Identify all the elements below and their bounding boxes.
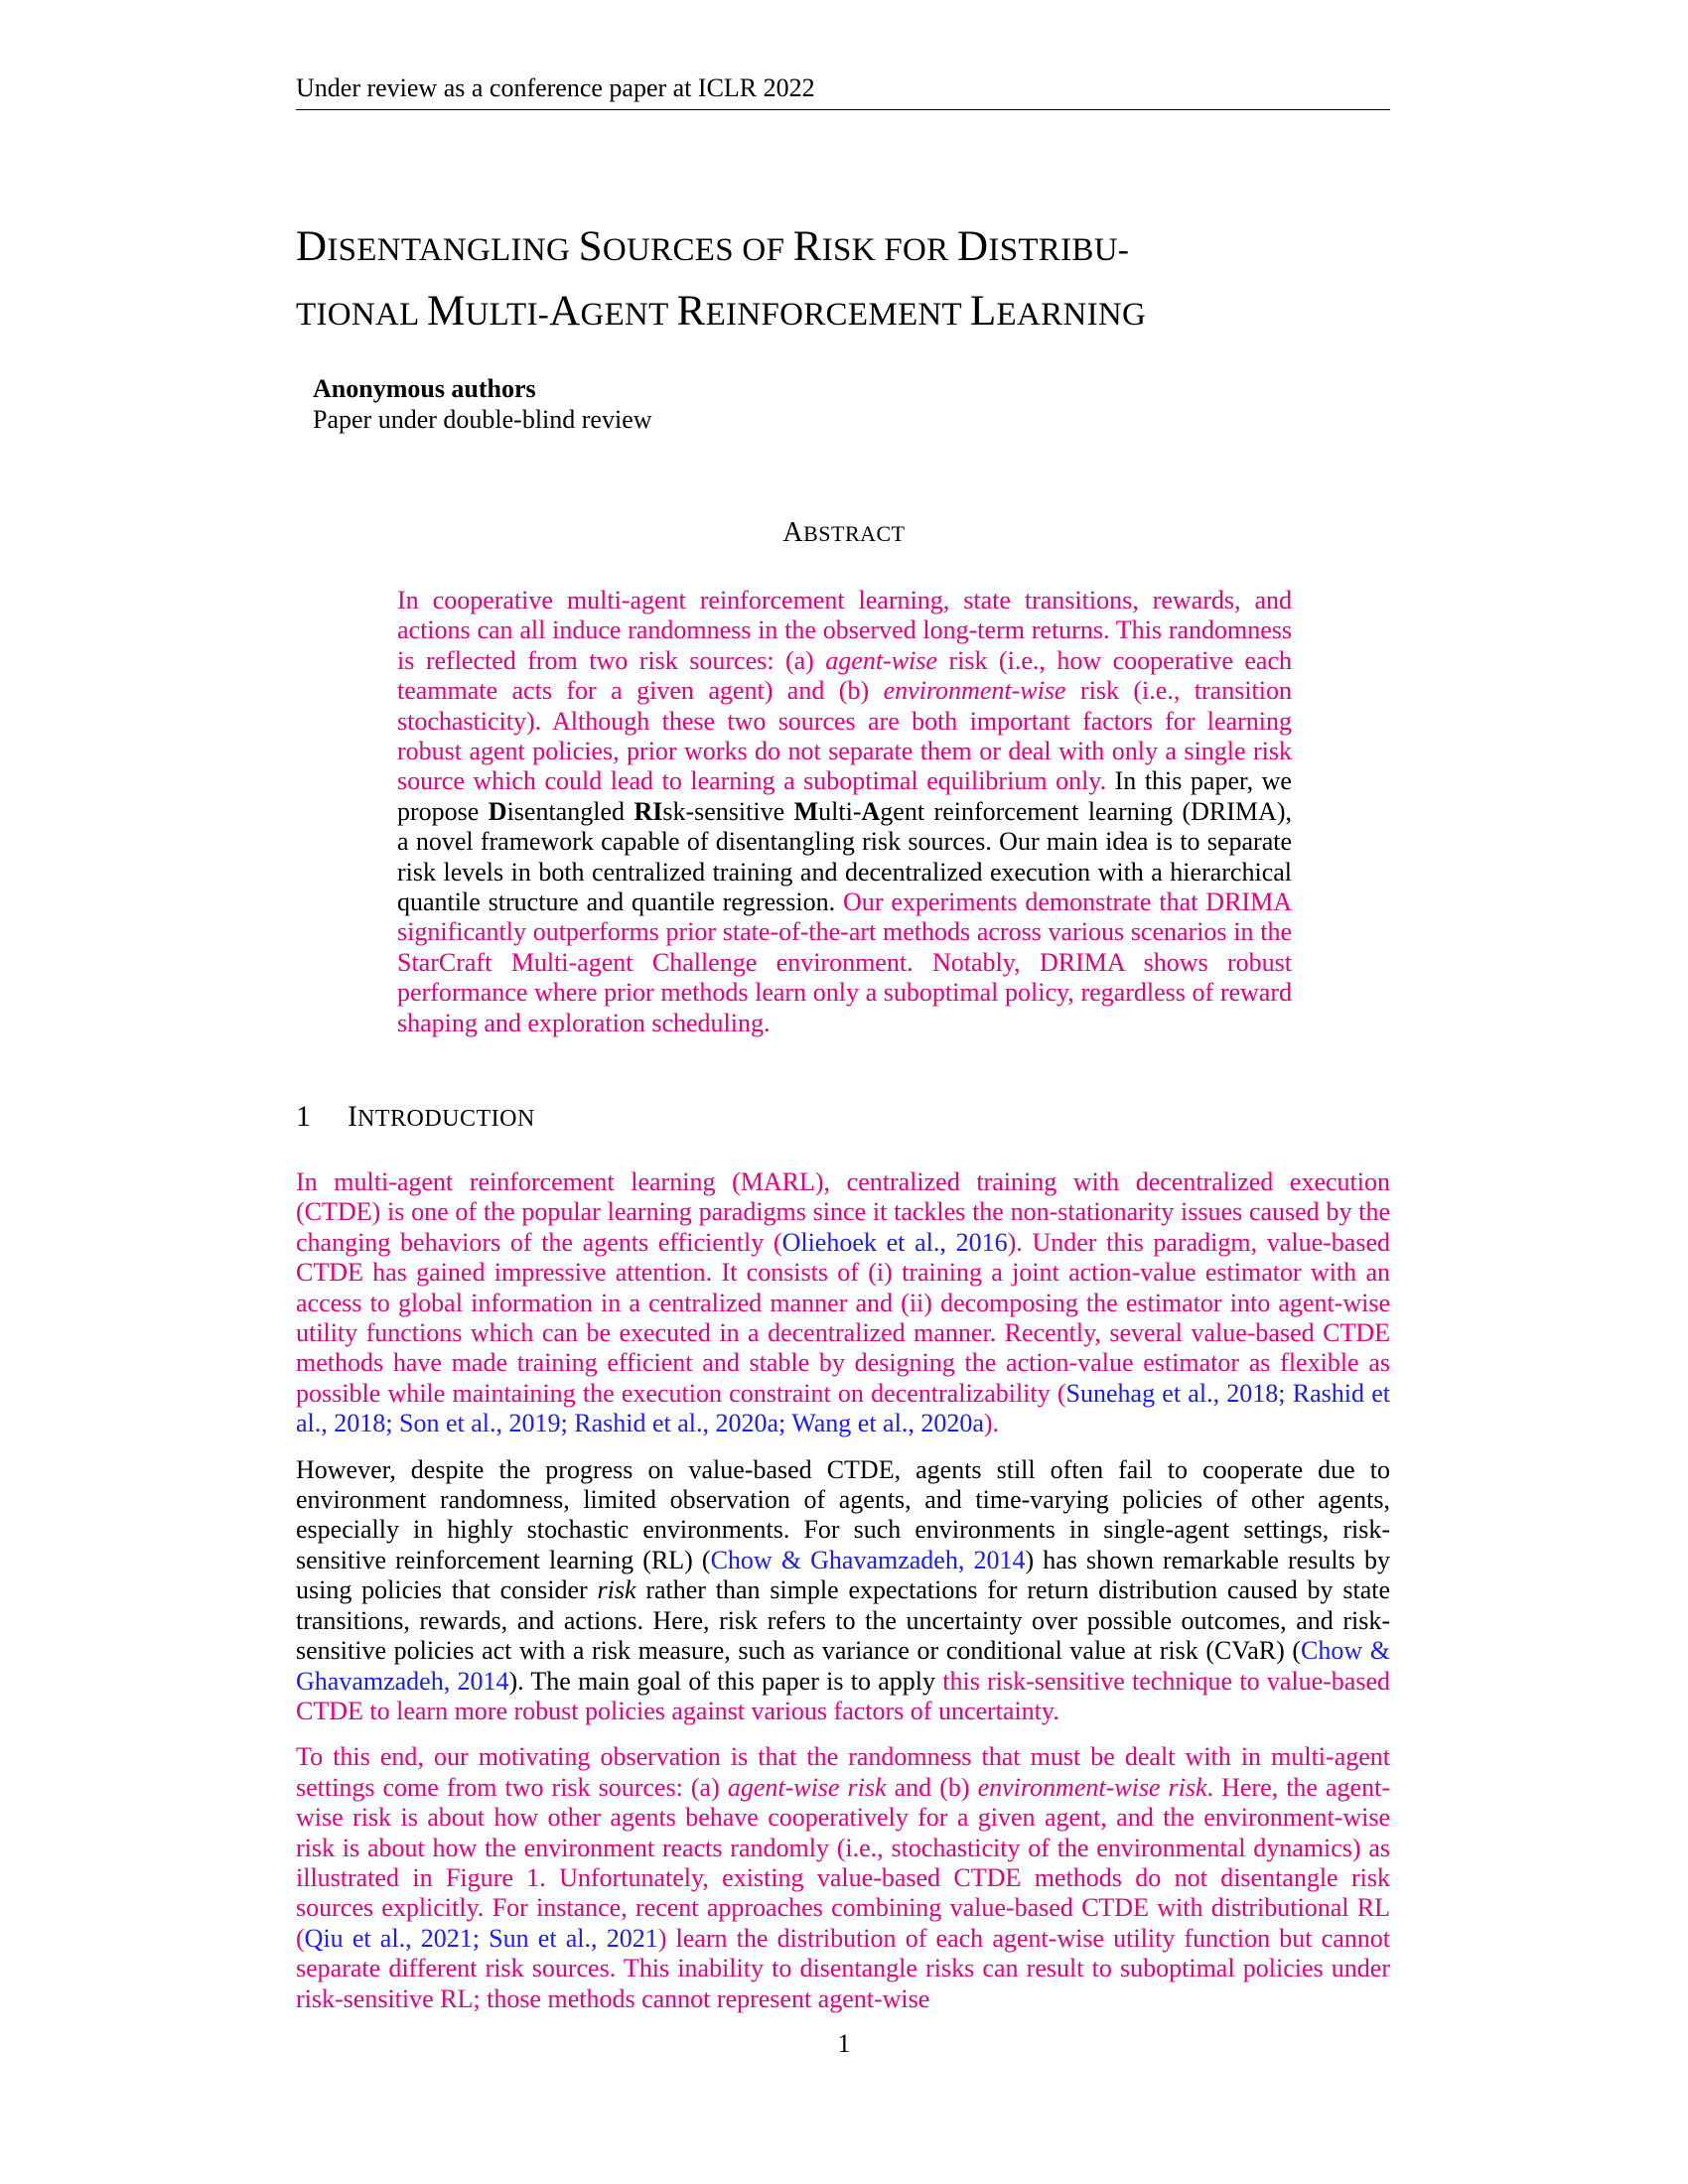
- review-note: Paper under double-blind review: [313, 405, 652, 434]
- page-number: 1: [837, 2029, 851, 2058]
- abstract-text: In cooperative multi-agent reinforcement learning, state transitions, rewards, and actions can all induce randomness in the observed long-term returns. This randomness is reflected from two risk sources: (a) agent-wise risk (i.e., how cooperative each teammate acts for a given agent) and (b) environment-wise risk (i.e., transition stochasticity). Although these two sources are both important factors for learning robust agent policies, prior works do not separate them or deal with only a single risk source which could lead to learning a suboptimal equilibrium only. In this paper, we propose Disentangled RIsk-sensitive Multi-Agent reinforcement learning (DRIMA), a novel framework capable of disentangling risk sources. Our main idea is to separate risk levels in both centralized training and decentralized execution with a hierarchical quantile structure and quantile regression. Our experiments demonstrate that DRIMA significantly outperforms prior state-of-the-art methods across various scenarios in the StarCraft Multi-agent Challenge environment. Notably, DRIMA shows robust performance where prior methods learn only a suboptimal policy, regardless of reward shaping and exploration scheduling.: [397, 586, 1292, 1037]
- introduction-body: [296, 1167, 1390, 2030]
- title-line-1: DISENTANGLING SOURCES OF RISK FOR DISTRIBU-: [296, 223, 1130, 270]
- title-line-2: TIONAL MULTI-AGENT REINFORCEMENT LEARNING: [296, 288, 1147, 335]
- running-header: Under review as a conference paper at ICLR 2022: [296, 71, 1390, 110]
- author-name: Anonymous authors: [313, 374, 536, 403]
- citation-link[interactable]: Sunehag et al., 2018: [1065, 1378, 1279, 1408]
- citation-link[interactable]: Sun et al., 2021: [489, 1923, 658, 1953]
- author-block: [313, 373, 652, 435]
- citation-link[interactable]: Chow & Ghavamzadeh, 2014: [710, 1545, 1026, 1574]
- citation-link[interactable]: Wang et al., 2020a: [791, 1409, 984, 1438]
- paper-title: [296, 216, 1398, 345]
- citation-link[interactable]: Oliehoek et al., 2016: [781, 1227, 1008, 1257]
- citation-link[interactable]: Chow & Ghavamzadeh, 2014: [296, 1636, 1391, 1696]
- abstract-heading: ABSTRACT: [782, 517, 906, 548]
- citation-link[interactable]: Rashid et al., 2018: [296, 1378, 1390, 1438]
- citation-link[interactable]: Rashid et al., 2020a: [574, 1409, 779, 1438]
- citation-link[interactable]: Qiu et al., 2021: [304, 1923, 473, 1953]
- section-heading-introduction: 1 INTRODUCTION: [296, 1100, 535, 1133]
- intro-paragraph-3: To this end, our motivating observation is that the randomness that must be dealt with in multi-agent settings come from two risk sources: (a) agent-wise risk and (b) environment-wise risk. Here, the agent-wise risk is about how other agents behave cooperatively for a given agent, and the environment-wise risk is about how the environment reacts randomly (i.e., stochasticity of the environmental dynamics) as illustrated in Figure 1. Unfortunately, existing value-based CTDE methods do not disentangle risk sources explicitly. For instance, recent approaches combining value-based CTDE with distributional RL (Qiu et al., 2021; Sun et al., 2021) learn the distribution of each agent-wise utility function but cannot separate different risk sources. This inability to disentangle risks can result to suboptimal policies under risk-sensitive RL; those methods cannot represent agent-wise: [296, 1742, 1390, 2013]
- intro-paragraph-2: However, despite the progress on value-based CTDE, agents still often fail to cooperate due to environment randomness, limited observation of agents, and time-varying policies of other agents, especially in highly stochastic environments. For such environments in single-agent settings, risk-sensitive reinforcement learning (RL) (Chow & Ghavamzadeh, 2014) has shown remarkable results by using policies that consider risk rather than simple expectations for return distribution caused by state transitions, rewards, and actions. Here, risk refers to the uncertainty over possible outcomes, and risk-sensitive policies act with a risk measure, such as variance or conditional value at risk (CVaR) (Chow & Ghavamzadeh, 2014). The main goal of this paper is to apply this risk-sensitive technique to value-based CTDE to learn more robust policies against various factors of uncertainty.: [296, 1454, 1391, 1725]
- citation-link[interactable]: Son et al., 2019: [399, 1409, 561, 1438]
- intro-paragraph-1: In multi-agent reinforcement learning (MARL), centralized training with decentralized execution (CTDE) is one of the popular learning paradigms since it tackles the non-stationarity issues caused by the changing behaviors of the agents efficiently (Oliehoek et al., 2016). Under this paradigm, value-based CTDE has gained impressive attention. It consists of (i) training a joint action-value estimator with an access to global information in a centralized manner and (ii) decomposing the estimator into agent-wise utility functions which can be executed in a decentralized manner. Recently, several value-based CTDE methods have made training efficient and stable by designing the action-value estimator as flexible as possible while maintaining the execution constraint on decentralizability (Sunehag et al., 2018; Rashid et al., 2018; Son et al., 2019; Rashid et al., 2020a; Wang et al., 2020a).: [296, 1167, 1391, 1438]
